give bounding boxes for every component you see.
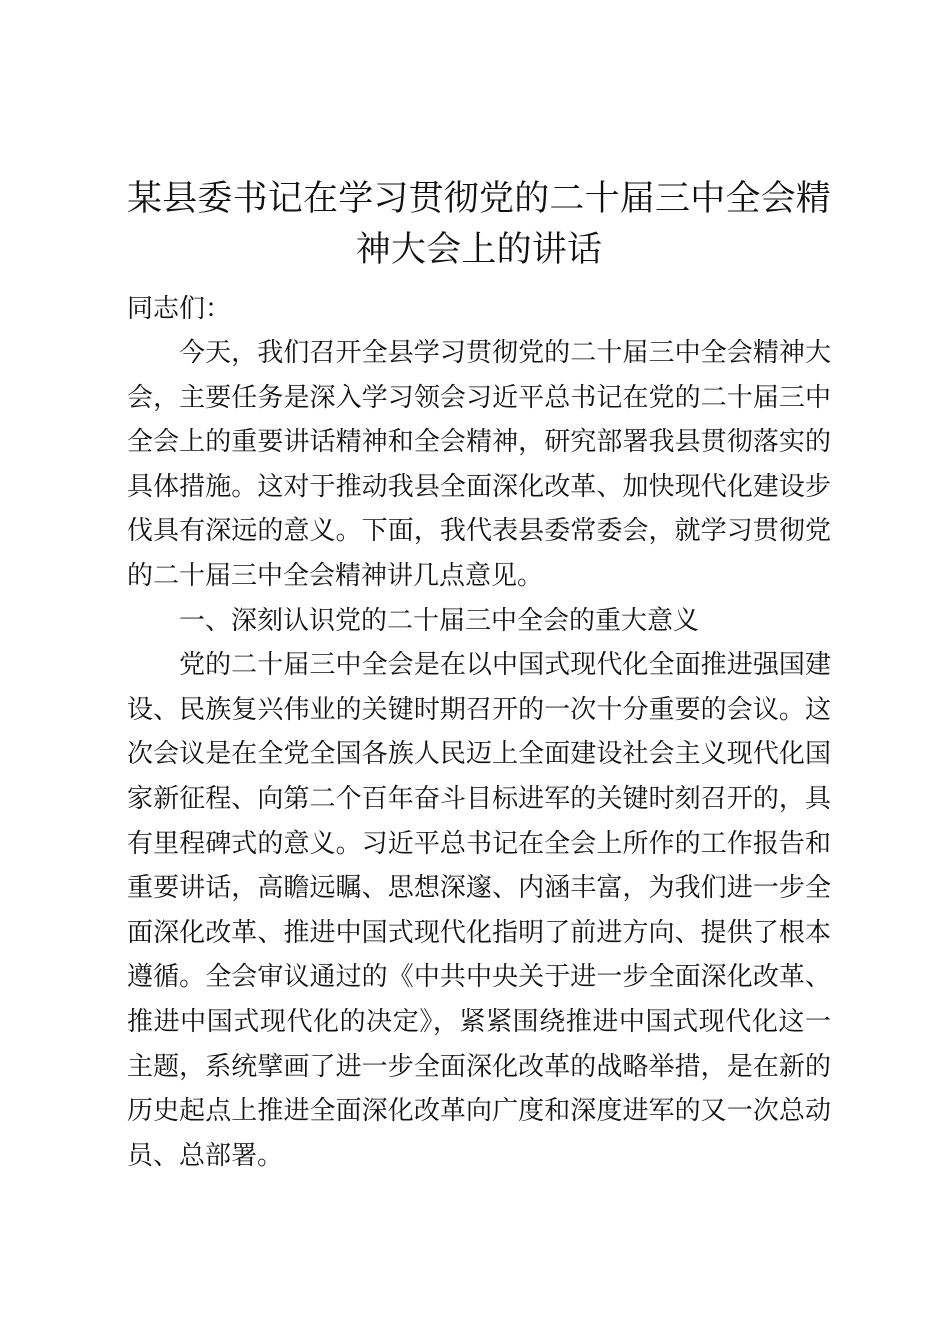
- text-line: 具体措施。这对于推动我县全面深化改革、加快现代化建设步: [127, 471, 831, 502]
- document-title: [127, 174, 831, 276]
- text-line: 推进中国式现代化的决定》，紧紧围绕推进中国式现代化这一: [127, 1006, 831, 1037]
- text-line: 设、民族复兴伟业的关键时期召开的一次十分重要的会议。这: [127, 694, 831, 725]
- document-page: [127, 174, 831, 1178]
- title-line: 某县委书记在学习贯彻党的二十届三中全会精: [127, 179, 832, 219]
- title-line: 神大会上的讲话: [355, 230, 603, 270]
- text-line: 员、总部署。: [127, 1140, 284, 1171]
- text-line: 主题，系统擘画了进一步全面深化改革的战略举措，是在新的: [127, 1051, 831, 1082]
- section-heading: 一、深刻认识党的二十届三中全会的重大意义: [179, 605, 700, 636]
- text-line: 全会上的重要讲话精神和全会精神，研究部署我县贯彻落实的: [127, 427, 831, 458]
- text-line: 面深化改革、推进中国式现代化指明了前进方向、提供了根本: [127, 917, 831, 948]
- text-line: 会，主要任务是深入学习领会习近平总书记在党的二十届三中: [127, 382, 831, 413]
- text-line: 次会议是在全党全国各族人民迈上全面建设社会主义现代化国: [127, 739, 831, 770]
- text-line: 党的二十届三中全会是在以中国式现代化全面推进强国建: [179, 650, 831, 681]
- text-line: 重要讲话，高瞻远瞩、思想深邃、内涵丰富，为我们进一步全: [127, 873, 831, 904]
- paragraph-significance: [127, 643, 831, 1178]
- text-line: 有里程碑式的意义。习近平总书记在全会上所作的工作报告和: [127, 828, 831, 859]
- paragraph-intro: [127, 331, 831, 599]
- salutation: 同志们：: [127, 294, 232, 324]
- text-line: 今天，我们召开全县学习贯彻党的二十届三中全会精神大: [179, 338, 831, 368]
- text-line: 遵循。全会审议通过的《中共中央关于进一步全面深化改革、: [127, 962, 831, 993]
- text-line: 伐具有深远的意义。下面，我代表县委常委会，就学习贯彻党: [127, 516, 831, 547]
- text-line: 的二十届三中全会精神讲几点意见。: [127, 560, 544, 591]
- text-line: 历史起点上推进全面深化改革向广度和深度进军的又一次总动: [127, 1096, 831, 1127]
- text-line: 家新征程、向第二个百年奋斗目标进军的关键时刻召开的，具: [127, 783, 831, 814]
